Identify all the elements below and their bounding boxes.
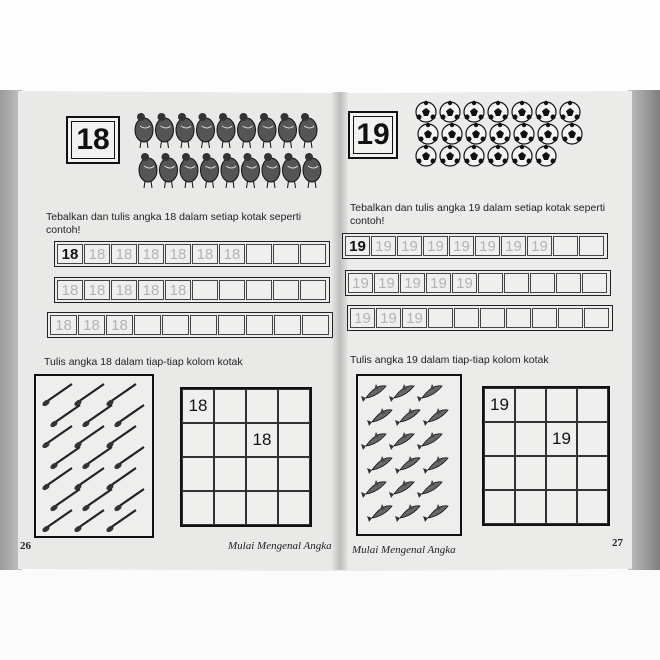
- tracing-cell: 19: [348, 273, 373, 293]
- tracing-cell: 19: [475, 236, 500, 256]
- soccer-ball: [418, 123, 438, 144]
- fish: [417, 432, 442, 450]
- tracing-cell: [300, 280, 326, 300]
- soccer-ball: [536, 101, 556, 122]
- fish: [389, 480, 414, 498]
- tracing-cell: [302, 315, 329, 335]
- tracing-cell: 18: [106, 315, 133, 335]
- spoon: [73, 468, 104, 491]
- tracing-cell: 19: [371, 236, 396, 256]
- tracing-cell: 18: [138, 280, 164, 300]
- fish: [367, 408, 392, 426]
- tracing-cell: 18: [50, 315, 77, 335]
- tracing-cell: [530, 273, 555, 293]
- bird: [217, 113, 235, 148]
- writing-grid-right: [482, 386, 610, 526]
- tracing-cell: [273, 280, 299, 300]
- tracing-cell: [162, 315, 189, 335]
- tracing-row-right-3: [347, 305, 613, 331]
- bird: [262, 153, 280, 188]
- soccer-ball: [512, 145, 532, 166]
- birds-icon: [132, 110, 332, 190]
- bird: [156, 113, 174, 148]
- page-number-left: 26: [20, 540, 31, 552]
- tracing-cell: 19: [345, 236, 370, 256]
- number-box-right: [348, 111, 398, 159]
- bird: [299, 113, 317, 148]
- soccer-ball: [464, 101, 484, 122]
- tracing-cell: 18: [84, 244, 110, 264]
- soccer-ball: [440, 145, 460, 166]
- grid-cell: [214, 491, 246, 525]
- tracing-cell: [190, 315, 217, 335]
- tracing-cell: 19: [400, 273, 425, 293]
- spoon: [81, 489, 112, 512]
- spoon: [49, 489, 80, 512]
- soccer-ball: [538, 123, 558, 144]
- grid-cell: [246, 491, 278, 525]
- grid-cell: [515, 422, 546, 456]
- spoon: [105, 468, 136, 491]
- tracing-cell: 18: [57, 280, 83, 300]
- tracing-cell: [579, 236, 604, 256]
- bird: [197, 113, 215, 148]
- tracing-cell: 19: [423, 236, 448, 256]
- grid-cell: [484, 490, 515, 524]
- bird: [160, 153, 178, 188]
- spoons-icon: [36, 376, 152, 536]
- tracing-cell: 19: [402, 308, 427, 328]
- grid-cell: [214, 423, 246, 457]
- tracing-cell: 18: [84, 280, 110, 300]
- fish-icon: [358, 376, 460, 534]
- tracing-cell: 18: [111, 244, 137, 264]
- soccer-ball: [416, 145, 436, 166]
- bird: [180, 153, 198, 188]
- tracing-cell: [556, 273, 581, 293]
- fish-picture-frame: [356, 374, 462, 536]
- grid-cell: [214, 389, 246, 423]
- tracing-cell: [273, 244, 299, 264]
- grid-cell: [577, 490, 608, 524]
- fish: [395, 504, 420, 522]
- soccer-ball: [536, 145, 556, 166]
- spoon: [113, 447, 144, 470]
- book-edge-right: [628, 90, 660, 570]
- soccer-ball: [442, 123, 462, 144]
- spoon: [41, 510, 72, 533]
- spoon: [105, 384, 136, 407]
- grid-cell: [278, 491, 310, 525]
- fish: [367, 504, 392, 522]
- bird: [176, 113, 194, 148]
- spoon: [73, 384, 104, 407]
- grid-cell: [484, 422, 515, 456]
- footer-left: Mulai Mengenal Angka: [228, 540, 332, 552]
- fish: [417, 384, 442, 402]
- soccer-ball: [490, 123, 510, 144]
- fish: [367, 456, 392, 474]
- soccer-ball: [466, 123, 486, 144]
- bird: [139, 153, 157, 188]
- tracing-cell: [192, 280, 218, 300]
- grid-cell: 19: [546, 422, 577, 456]
- writing-grid-left: [180, 387, 312, 527]
- spoon: [49, 405, 80, 428]
- grid-cell: 18: [246, 423, 278, 457]
- background-top: [0, 0, 660, 92]
- tracing-cell: [274, 315, 301, 335]
- tracing-cell: 18: [57, 244, 83, 264]
- grid-cell: [515, 456, 546, 490]
- tracing-cell: 18: [78, 315, 105, 335]
- grid-cell: [546, 456, 577, 490]
- number-label-left: 18: [76, 123, 110, 156]
- footer-right: Mulai Mengenal Angka: [352, 544, 456, 556]
- tracing-cell: [218, 315, 245, 335]
- grid-cell: [577, 456, 608, 490]
- tracing-cell: [300, 244, 326, 264]
- fish: [423, 408, 448, 426]
- grid-cell: [546, 388, 577, 422]
- spoon: [113, 489, 144, 512]
- bird: [221, 153, 239, 188]
- tracing-cell: 19: [527, 236, 552, 256]
- grid-cell: [246, 389, 278, 423]
- fish: [395, 408, 420, 426]
- tracing-cell: [558, 308, 583, 328]
- soccer-ball: [560, 101, 580, 122]
- soccer-ball: [488, 101, 508, 122]
- soccer-ball: [464, 145, 484, 166]
- write-instruction-left: Tulis angka 18 dalam tiap-tiap kolom kotak: [44, 356, 243, 368]
- instruction-left: Tebalkan dan tulis angka 18 dalam setiap kotak seperti contoh!: [46, 211, 302, 236]
- grid-cell: [515, 490, 546, 524]
- bird: [242, 153, 260, 188]
- soccer-ball: [440, 101, 460, 122]
- fish: [423, 456, 448, 474]
- tracing-cell: [246, 315, 273, 335]
- spoon: [81, 447, 112, 470]
- fish: [423, 504, 448, 522]
- write-instruction-right: Tulis angka 19 dalam tiap-tiap kolom kotak: [350, 354, 549, 366]
- tracing-cell: [134, 315, 161, 335]
- soccer-ball: [488, 145, 508, 166]
- fish: [361, 480, 386, 498]
- grid-cell: [515, 388, 546, 422]
- grid-cell: [182, 423, 214, 457]
- grid-cell: 18: [182, 389, 214, 423]
- grid-cell: [278, 457, 310, 491]
- tracing-cell: 18: [192, 244, 218, 264]
- grid-cell: [278, 423, 310, 457]
- tracing-cell: 18: [219, 244, 245, 264]
- spoon: [73, 510, 104, 533]
- number-label-right: 19: [356, 118, 390, 151]
- soccer-ball: [514, 123, 534, 144]
- tracing-cell: [478, 273, 503, 293]
- bird: [238, 113, 256, 148]
- grid-cell: [546, 490, 577, 524]
- grid-cell: [484, 456, 515, 490]
- fish: [389, 384, 414, 402]
- tracing-cell: 19: [397, 236, 422, 256]
- tracing-cell: [480, 308, 505, 328]
- tracing-cell: 18: [138, 244, 164, 264]
- number-box-left: [66, 116, 120, 164]
- grid-cell: [577, 388, 608, 422]
- tracing-row-left-2: [54, 277, 330, 303]
- tracing-cell: [532, 308, 557, 328]
- tracing-cell: [582, 273, 607, 293]
- spoon: [81, 405, 112, 428]
- soccer-ball: [512, 101, 532, 122]
- instruction-right: Tebalkan dan tulis angka 19 dalam setiap kotak seperti contoh!: [350, 202, 606, 227]
- spoon: [49, 447, 80, 470]
- tracing-row-left-3: [47, 312, 333, 338]
- tracing-cell: [428, 308, 453, 328]
- grid-cell: [182, 491, 214, 525]
- grid-cell: 19: [484, 388, 515, 422]
- spoon: [41, 426, 72, 449]
- grid-cell: [278, 389, 310, 423]
- tracing-cell: 19: [449, 236, 474, 256]
- bird: [283, 153, 301, 188]
- tracing-cell: [506, 308, 531, 328]
- tracing-cell: [553, 236, 578, 256]
- spoons-picture-frame: [34, 374, 154, 538]
- fish: [361, 384, 386, 402]
- soccer-ball: [562, 123, 582, 144]
- spoon: [41, 468, 72, 491]
- fish: [395, 456, 420, 474]
- tracing-cell: 19: [501, 236, 526, 256]
- tracing-cell: [504, 273, 529, 293]
- tracing-cell: 18: [165, 244, 191, 264]
- tracing-cell: 19: [426, 273, 451, 293]
- tracing-cell: [246, 244, 272, 264]
- tracing-cell: 18: [111, 280, 137, 300]
- bird: [258, 113, 276, 148]
- grid-cell: [182, 457, 214, 491]
- fish: [389, 432, 414, 450]
- tracing-row-right-1: [342, 233, 608, 259]
- tracing-cell: [246, 280, 272, 300]
- bird: [201, 153, 219, 188]
- tracing-cell: [219, 280, 245, 300]
- grid-cell: [214, 457, 246, 491]
- bird: [279, 113, 297, 148]
- grid-cell: [577, 422, 608, 456]
- soccer-balls-icon: [414, 98, 584, 170]
- tracing-cell: 19: [350, 308, 375, 328]
- tracing-cell: [584, 308, 609, 328]
- tracing-cell: 19: [376, 308, 401, 328]
- tracing-cell: 19: [374, 273, 399, 293]
- spoon: [41, 384, 72, 407]
- tracing-row-left-1: [54, 241, 330, 267]
- spoon: [105, 510, 136, 533]
- spoon: [105, 426, 136, 449]
- background-bottom: [0, 570, 660, 660]
- tracing-cell: 19: [452, 273, 477, 293]
- page-number-right: 27: [612, 537, 623, 549]
- tracing-cell: 18: [165, 280, 191, 300]
- fish: [361, 432, 386, 450]
- fish: [417, 480, 442, 498]
- bird: [303, 153, 321, 188]
- grid-cell: [246, 457, 278, 491]
- tracing-cell: [454, 308, 479, 328]
- soccer-ball: [416, 101, 436, 122]
- bird: [135, 113, 153, 148]
- book-spine: [332, 92, 348, 570]
- spoon: [113, 405, 144, 428]
- spoon: [73, 426, 104, 449]
- tracing-row-right-2: [345, 270, 611, 296]
